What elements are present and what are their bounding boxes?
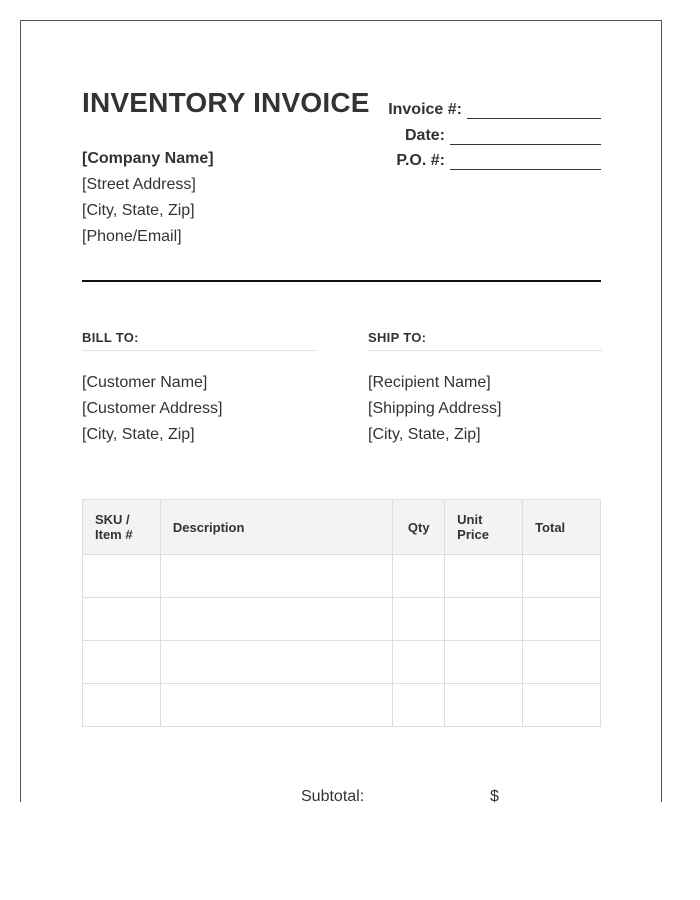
header-divider <box>82 280 601 282</box>
invoice-sheet <box>20 20 662 805</box>
invoice-title: INVENTORY INVOICE <box>82 87 370 118</box>
po-number-row <box>396 152 601 170</box>
line-items-body <box>83 555 601 727</box>
ship-to-heading: SHIP TO: <box>368 330 602 351</box>
qty-cell[interactable] <box>393 598 445 641</box>
bill-to-name: [Customer Name] <box>82 374 208 391</box>
total-cell[interactable] <box>523 684 601 727</box>
sku-header-line1: SKU / <box>95 512 130 527</box>
description-cell[interactable] <box>160 684 392 727</box>
unit-price-cell[interactable] <box>445 555 523 598</box>
sku-column-header <box>83 500 161 555</box>
invoice-number-field[interactable] <box>467 103 601 119</box>
table-row <box>83 598 601 641</box>
company-block <box>82 146 214 250</box>
date-label: Date: <box>404 127 445 144</box>
table-header-row <box>83 500 601 555</box>
total-cell[interactable] <box>523 555 601 598</box>
date-row <box>405 127 601 145</box>
qty-cell[interactable] <box>393 555 445 598</box>
ship-to-city: [City, State, Zip] <box>368 426 481 443</box>
bill-to-block <box>82 330 317 448</box>
unit-price-header-line2: Price <box>457 527 489 542</box>
sku-header-line2: Item # <box>95 527 133 542</box>
qty-column-header: Qty <box>393 500 445 555</box>
date-field[interactable] <box>450 129 601 145</box>
line-items-table <box>82 499 601 727</box>
bill-to-address: [Customer Address] <box>82 400 223 417</box>
po-number-field[interactable] <box>450 154 601 170</box>
company-city: [City, State, Zip] <box>82 202 195 219</box>
total-cell[interactable] <box>523 641 601 684</box>
unit-price-cell[interactable] <box>445 641 523 684</box>
unit-price-column-header <box>445 500 523 555</box>
sku-cell[interactable] <box>83 641 161 684</box>
sku-cell[interactable] <box>83 598 161 641</box>
table-row <box>83 555 601 598</box>
qty-cell[interactable] <box>393 684 445 727</box>
subtotal-label: Subtotal: <box>301 788 365 805</box>
invoice-number-row <box>388 101 601 119</box>
po-number-label: P.O. #: <box>396 152 445 169</box>
description-cell[interactable] <box>160 555 392 598</box>
company-contact: [Phone/Email] <box>82 228 182 245</box>
total-column-header: Total <box>523 500 601 555</box>
qty-cell[interactable] <box>393 641 445 684</box>
ship-to-address: [Shipping Address] <box>368 400 502 417</box>
table-row <box>83 684 601 727</box>
ship-to-block <box>368 330 602 448</box>
unit-price-header-line1: Unit <box>457 512 483 527</box>
sku-cell[interactable] <box>83 684 161 727</box>
total-cell[interactable] <box>523 598 601 641</box>
unit-price-cell[interactable] <box>445 684 523 727</box>
description-cell[interactable] <box>160 641 392 684</box>
description-column-header: Description <box>160 500 392 555</box>
bill-to-city: [City, State, Zip] <box>82 426 195 443</box>
ship-to-name: [Recipient Name] <box>368 374 491 391</box>
subtotal-currency: $ <box>490 788 499 805</box>
description-cell[interactable] <box>160 598 392 641</box>
bill-to-heading: BILL TO: <box>82 330 317 351</box>
sku-cell[interactable] <box>83 555 161 598</box>
unit-price-cell[interactable] <box>445 598 523 641</box>
table-row <box>83 641 601 684</box>
company-name: [Company Name] <box>82 150 214 167</box>
invoice-number-label: Invoice #: <box>388 101 462 118</box>
company-street: [Street Address] <box>82 176 196 193</box>
